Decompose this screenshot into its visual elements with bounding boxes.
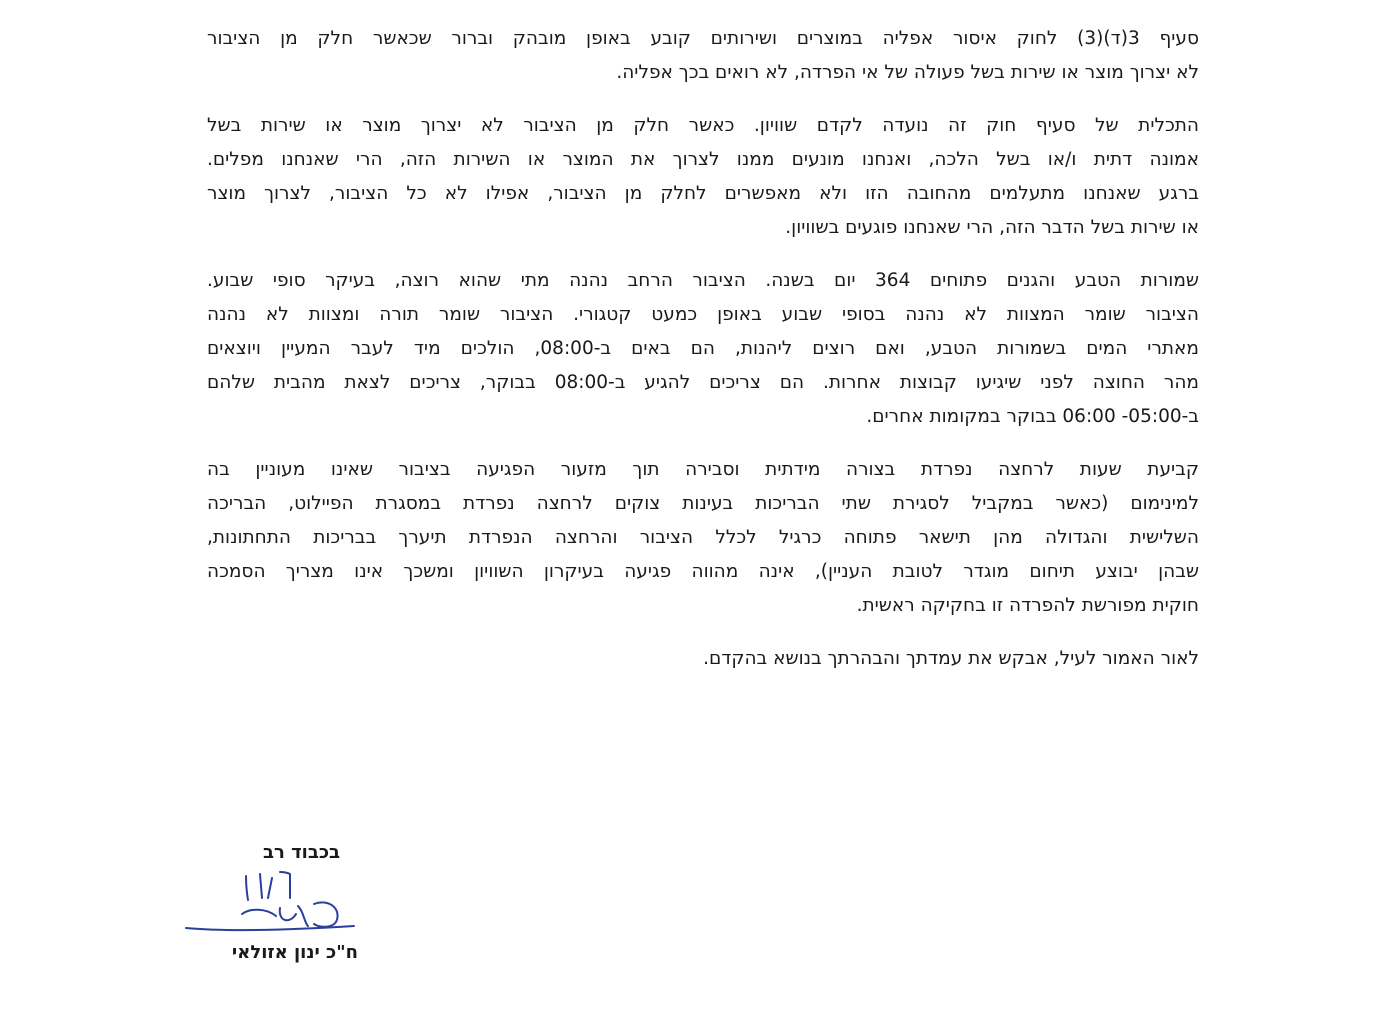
text-line: אמונה דתית ו/או בשל הלכה, ואנחנו מונעים ממנו לצרוך את המוצר או השירות הזה, הרי שאנחנו מפלים.	[207, 149, 1199, 170]
closing-regards: בכבוד רב	[263, 842, 340, 863]
letter-body	[207, 22, 1199, 695]
paragraph-3	[207, 264, 1199, 434]
text-line: שבהן יבוצע תיחום מוגדר לטובת העניין), אינה מהווה פגיעה בעיקרון השוויון ומשכך אינו מצריך הסמכה	[207, 561, 1199, 582]
paragraph-4	[207, 453, 1199, 623]
signer-name: ח"כ ינון אזולאי	[231, 942, 358, 963]
text-line: הציבור שומר המצוות לא נהנה בסופי שבוע באופן כמעט קטגורי. הציבור שומר תורה ומצוות לא נהנה	[207, 304, 1199, 325]
text-line: ברגע שאנחנו מתעלמים מהחובה הזו ולא מאפשרים לחלק מן הציבור, אפילו לא כל הציבור, לצרוך מוצר	[207, 183, 1199, 204]
text-line: קביעת שעות לרחצה נפרדת בצורה מידתית וסבירה תוך מזעור הפגיעה בציבור שאינו מעוניין בה	[207, 459, 1199, 480]
text-line: השלישית והגדולה מהן תישאר פתוחה כרגיל לכלל הציבור והרחצה הנפרדת תיערך בבריכות התחתונות,	[207, 527, 1199, 548]
text-line: או שירות בשל הדבר הזה, הרי שאנחנו פוגעים בשוויון.	[785, 217, 1199, 238]
text-line: לא יצרוך מוצר או שירות בשל פעולה של אי הפרדה, לא רואים בכך אפליה.	[616, 62, 1199, 83]
text-line: שמורות הטבע והגנים פתוחים 364 יום בשנה. הציבור הרחב נהנה מתי שהוא רוצה, בעיקר סופי שבוע.	[207, 270, 1199, 291]
paragraph-2	[207, 109, 1199, 245]
paragraph-1	[207, 22, 1199, 90]
text-line: למינימום (כאשר במקביל לסגירת שתי הבריכות בעינות צוקים לרחצה נפרדת במסגרת הפיילוט, הבריכה	[207, 493, 1199, 514]
text-line: התכלית של סעיף חוק זה נועדה לקדם שוויון. כאשר חלק מן הציבור לא יצרוך מוצר או שירות בשל	[207, 115, 1199, 136]
text-line: לאור האמור לעיל, אבקש את עמדתך והבהרתך בנושא בהקדם.	[703, 648, 1199, 669]
closing-block	[180, 838, 370, 978]
text-line: סעיף 3(ד)(3) לחוק איסור אפליה במוצרים ושירותים קובע באופן מובהק וברור שכאשר חלק מן הציבור	[207, 28, 1200, 49]
text-line: ב-05:00- 06:00 בבוקר במקומות אחרים.	[866, 406, 1199, 427]
handwritten-signature	[180, 864, 370, 944]
paragraph-5	[207, 642, 1199, 676]
text-line: מאתרי המים בשמורות הטבע, ואם רוצים ליהנות, הם באים ב-08:00, הולכים מיד לעבר המעיין ויוצאים	[207, 338, 1199, 359]
text-line: מהר החוצה לפני שיגיעו קבוצות אחרות. הם צריכים להגיע ב-08:00 בבוקר, צריכים לצאת מהבית שלהם	[207, 372, 1199, 393]
text-line: חוקית מפורשת להפרדה זו בחקיקה ראשית.	[856, 595, 1199, 616]
